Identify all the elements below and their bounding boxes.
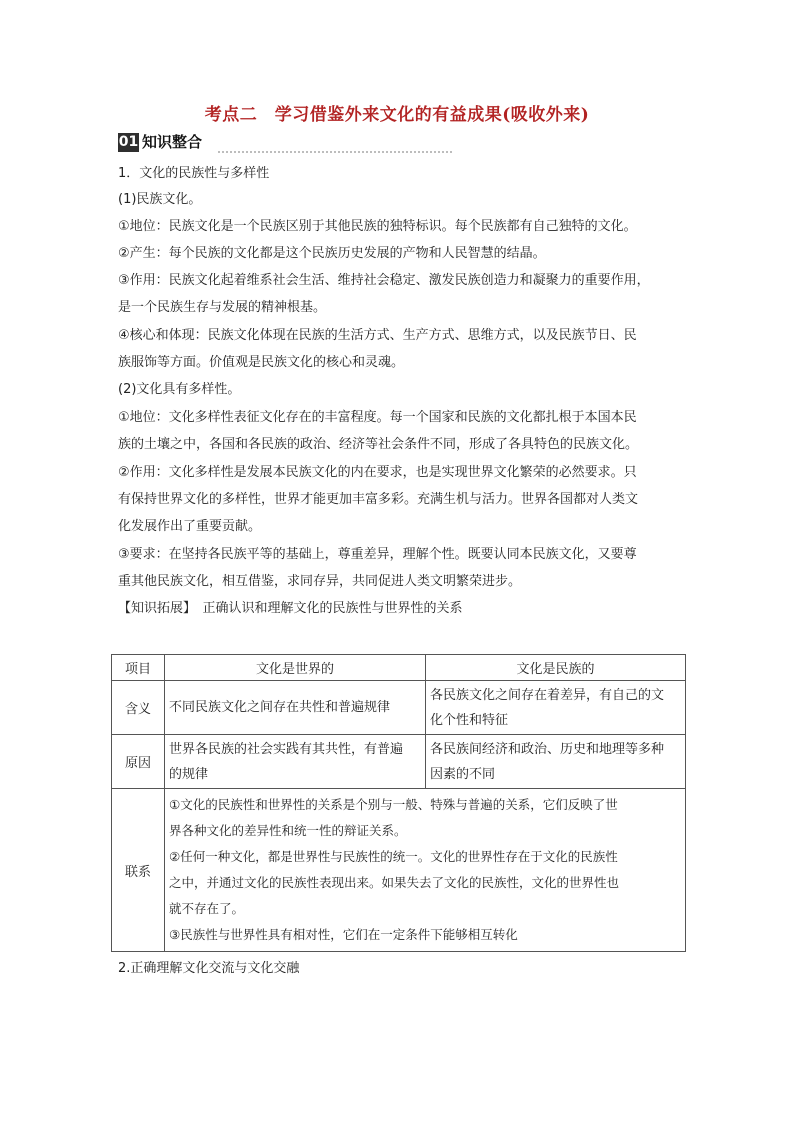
paragraph-line: ③作用：民族文化起着维系社会生活、维持社会稳定、激发民族创造力和凝聚力的重要作用， xyxy=(118,273,650,288)
row-label: 联系 xyxy=(112,789,165,952)
cell-line: 因素的不同 xyxy=(430,766,496,782)
section-label: 知识整合 xyxy=(142,133,203,151)
paragraph-line: ②产生：每个民族的文化都是这个民族历史发展的产物和人民智慧的结晶。 xyxy=(118,246,546,261)
cell-line: 不同民族文化之间存在共性和普遍规律 xyxy=(169,700,391,715)
row-label: 原因 xyxy=(112,735,165,789)
cell-line: 的规律 xyxy=(169,766,209,782)
paragraph-line: ①地位：文化多样性表征文化存在的丰富程度。每一个国家和民族的文化都扎根于本国本民 xyxy=(118,410,637,425)
paragraph-line: ②作用：文化多样性是发展本民族文化的内在要求，也是实现世界文化繁荣的必然要求。只 xyxy=(118,465,637,480)
cell-line: 就不存在了。 xyxy=(169,901,245,916)
paragraph-line: 有保持世界文化的多样性，世界才能更加丰富多彩。充满生机与活力。世界各国都对人类文 xyxy=(118,492,639,507)
cell-line: 界各种文化的差异性和统一性的辩证关系。 xyxy=(169,823,407,838)
cell-line: ①文化的民族性和世界性的关系是个别与一般、特殊与普遍的关系，它们反映了世 xyxy=(169,797,618,812)
table-header-cell: 项目 xyxy=(112,655,165,681)
subheading-national-culture: (1)民族文化。 xyxy=(118,192,202,207)
cell-line: ②任何一种文化，都是世界性与民族性的统一。文化的世界性存在于文化的民族性 xyxy=(169,849,618,864)
cell-line: 各民族间经济和政治、历史和地理等多种 xyxy=(430,741,665,757)
table-cell-merged xyxy=(165,789,686,952)
table-cell xyxy=(165,735,426,789)
heading-1: 1．文化的民族性与多样性 xyxy=(118,166,270,181)
section-badge: 01 xyxy=(118,134,139,150)
cell-line: 世界各民族的社会实践有其共性，有普遍 xyxy=(169,741,404,757)
table-header-row xyxy=(112,655,686,681)
paragraph-line: 族服饰等方面。价值观是民族文化的核心和灵魂。 xyxy=(118,355,405,370)
cell-line: ③民族性与世界性具有相对性，它们在一定条件下能够相互转化 xyxy=(169,927,518,942)
table-row xyxy=(112,681,686,735)
paragraph-line: 化发展作出了重要贡献。 xyxy=(118,519,262,534)
table-header-cell: 文化是民族的 xyxy=(426,655,686,681)
comparison-table xyxy=(111,654,686,952)
subheading-diversity: (2)文化具有多样性。 xyxy=(118,382,241,397)
section-header xyxy=(118,132,452,154)
paragraph-line: ④核心和体现：民族文化体现在民族的生活方式、生产方式、思维方式，以及民族节日、民 xyxy=(118,328,637,343)
table-row xyxy=(112,735,686,789)
table-cell xyxy=(165,681,426,735)
row-label: 含义 xyxy=(112,681,165,735)
page-title: 考点二 学习借鉴外来文化的有益成果(吸收外来) xyxy=(204,105,590,125)
paragraph-line: 族的土壤之中，各国和各民族的政治、经济等社会条件不同，形成了各具特色的民族文化。 xyxy=(118,437,639,452)
heading-2: 2.正确理解文化交流与文化交融 xyxy=(118,961,300,976)
paragraph-line: 重其他民族文化，相互借鉴，求同存异，共同促进人类文明繁荣进步。 xyxy=(118,574,522,589)
table-row-link xyxy=(112,789,686,952)
cell-line: 各民族文化之间存在着差异，有自己的文 xyxy=(430,687,665,703)
table-cell xyxy=(426,735,686,789)
paragraph-line: 是一个民族生存与发展的精神根基。 xyxy=(118,300,327,315)
paragraph-line: ③要求：在坚持各民族平等的基础上，尊重差异，理解个性。既要认同本民族文化，又要尊 xyxy=(118,547,637,562)
cell-line: 化个性和特征 xyxy=(430,712,509,728)
section-dotted-rule xyxy=(218,151,452,153)
knowledge-extension-heading: 【知识拓展】 正确认识和理解文化的民族性与世界性的关系 xyxy=(118,601,463,616)
cell-line: 之中，并通过文化的民族性表现出来。如果失去了文化的民族性，文化的世界性也 xyxy=(169,875,620,890)
paragraph-line: ①地位：民族文化是一个民族区别于其他民族的独特标识。每个民族都有自己独特的文化。 xyxy=(118,219,637,234)
table-cell xyxy=(426,681,686,735)
table-header-cell: 文化是世界的 xyxy=(165,655,426,681)
